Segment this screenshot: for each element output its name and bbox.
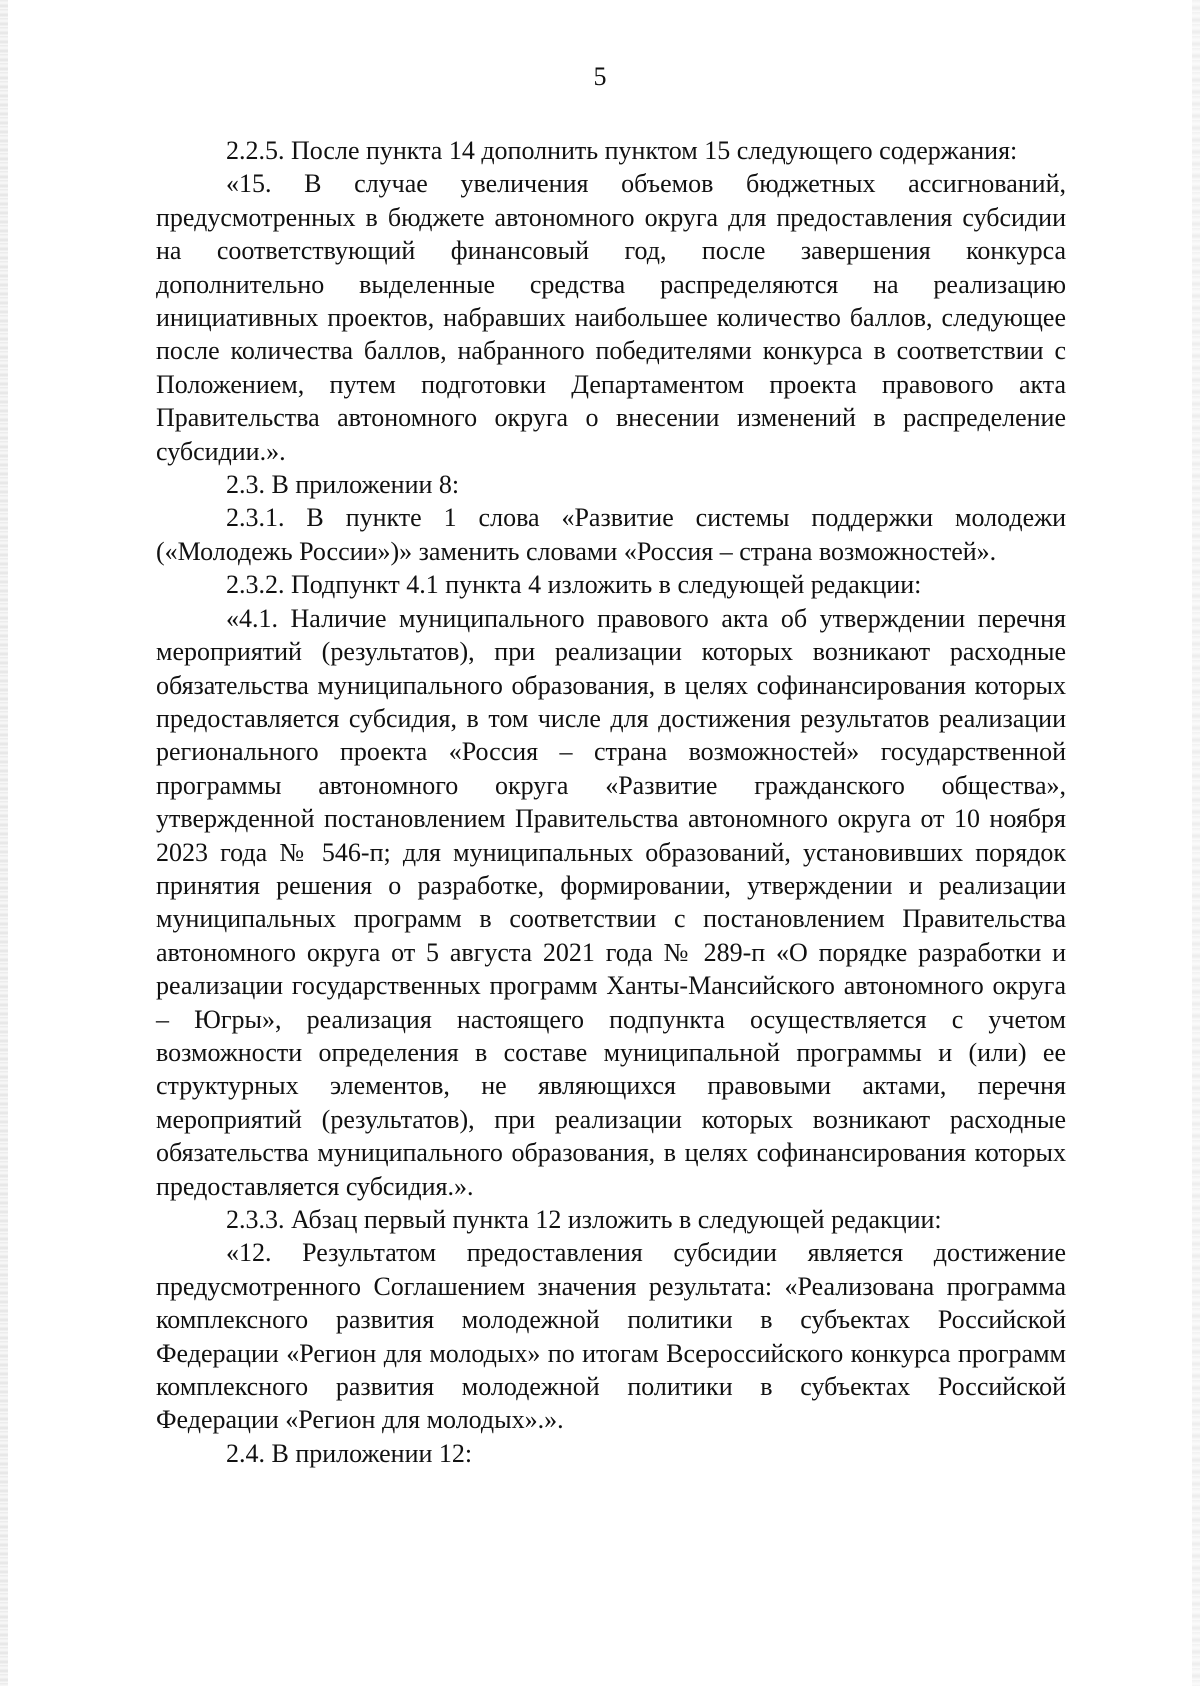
paragraph-2-3-1: 2.3.1. В пункте 1 слова «Развитие системы поддержки молодежи («Молодежь России»)» заменить словами «Россия – страна возможностей». [156, 503, 1066, 566]
scan-edge-left [0, 0, 8, 1686]
paragraph-2-3: 2.3. В приложении 8: [226, 470, 460, 500]
paragraph-2-3-2: 2.3.2. Подпункт 4.1 пункта 4 изложить в следующей редакции: [226, 570, 922, 600]
paragraph-2-3-3: 2.3.3. Абзац первый пункта 12 изложить в следующей редакции: [226, 1205, 942, 1234]
paragraph-point-12: «12. Результатом предоставления субсидии является достижение предусмотренного Соглашением значения результата: «Реализована программа комплексного развития молодежной политики в субъектах Российской Федерации «Регион для молодых» по итогам Всероссийского конкурса программ комплексного развития молодежной политики в субъектах Российской Федерации «Регион для молодых».». [156, 1238, 1066, 1435]
paragraph-2-4: 2.4. В приложении 12: [226, 1438, 473, 1468]
document-body [156, 134, 1066, 1470]
paragraph-point-15: «15. В случае увеличения объемов бюджетных ассигнований, предусмотренных в бюджете автономного округа для предоставления субсидии на соответствующий финансовый год, после завершения конкурса дополнительно выделенные средства распределяются на реализацию инициативных проектов, набравших наибольшее количество баллов, следующее после количества баллов, набранного победителями конкурса в соответствии с Положением, путем подготовки Департаментом проекта правового акта Правительства автономного округа о внесении изменений в распределение субсидии.». [156, 169, 1066, 466]
paragraph-2-2-5: 2.2.5. После пункта 14 дополнить пунктом 15 следующего содержания: [226, 136, 1018, 165]
scan-edge-right [1192, 0, 1200, 1686]
page-number: 5 [593, 62, 607, 91]
paragraph-subpoint-4-1: «4.1. Наличие муниципального правового акта об утверждении перечня мероприятий (результатов), при реализации которых возникают расходные обязательства муниципального образования, в целях софинансирования которых предоставляется субсидия, в том числе для достижения результатов реализации регионального проекта «Россия – страна возможностей» государственной программы автономного округа «Развитие гражданского общества», утвержденной постановлением Правительства автономного округа от 10 ноября 2023 года № 546-п; для муниципальных образований, установивших порядок принятия решения о разработке, формировании, утверждении и реализации муниципальных программ в соответствии с постановлением Правительства автономного округа от 5 августа 2021 года № 289-п «О порядке разработки и реализации государственных программ Ханты-Мансийского автономного округа – Югры», реализация настоящего подпункта осуществляется с учетом возможности определения в составе муниципальной программы и (или) ее структурных элементов, не являющихся правовыми актами, перечня мероприятий (результатов), при реализации которых возникают расходные обязательства муниципального образования, в целях софинансирования которых предоставляется субсидия.». [156, 603, 1066, 1201]
